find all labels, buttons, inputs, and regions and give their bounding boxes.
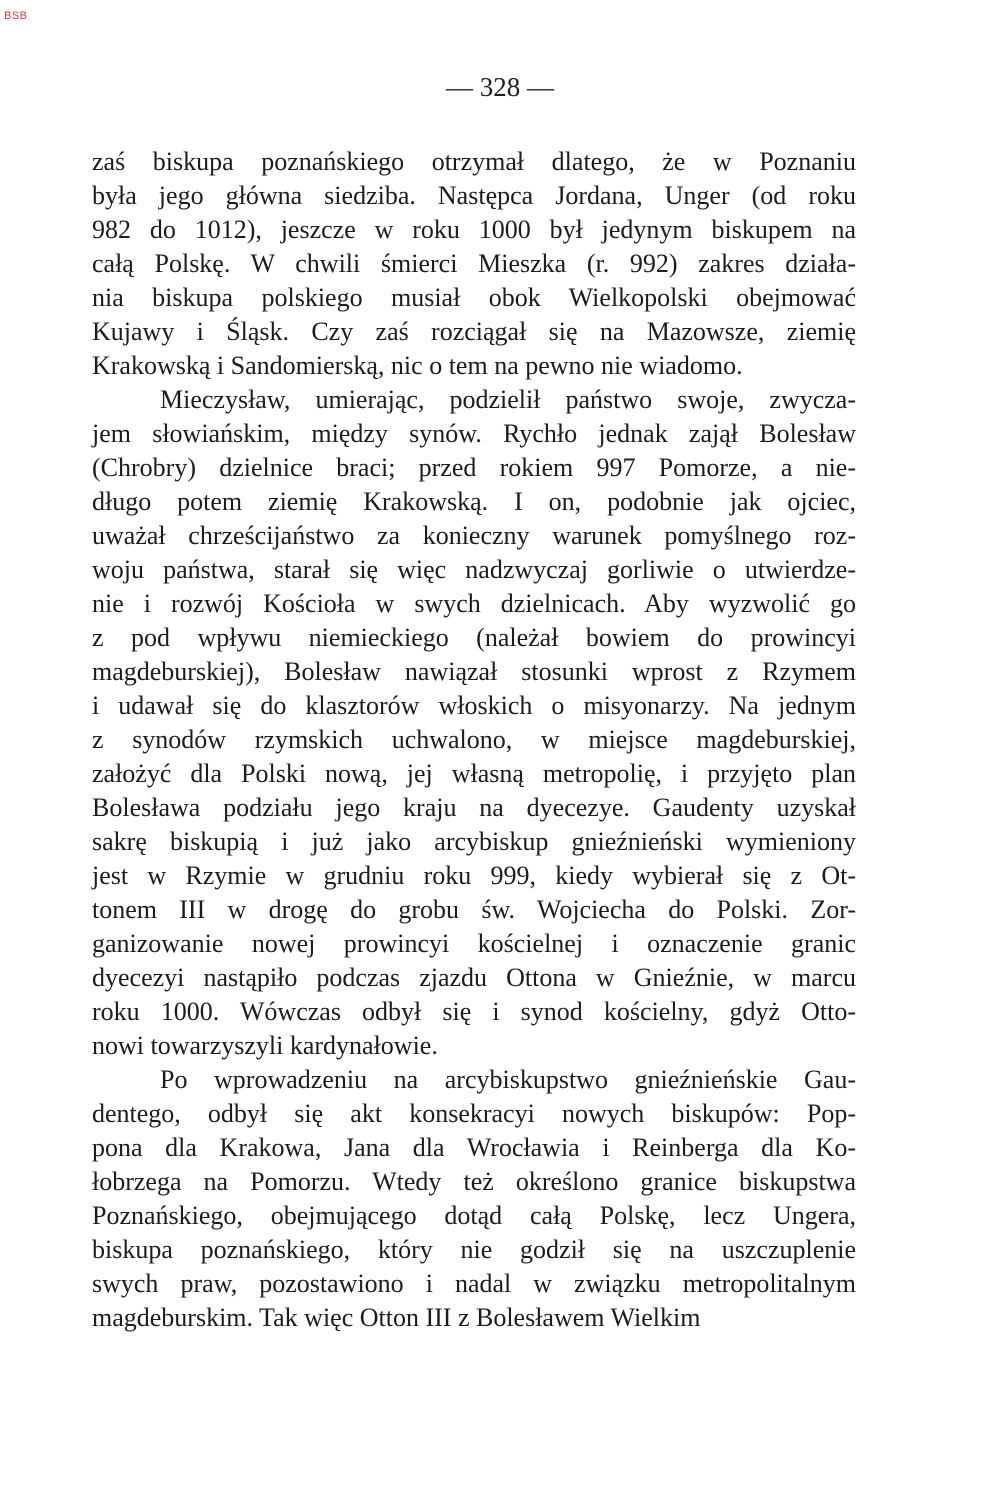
- text-line: nia biskupa polskiego musiał obok Wielkopolski obejmować: [92, 283, 856, 312]
- text-line: ganizowanie nowej prowincyi kościelnej i oznaczenie granic: [92, 929, 856, 958]
- text-line: woju państwa, starał się więc nadzwyczaj gorliwie o utwierdze-: [92, 555, 856, 584]
- text-line: swych praw, pozostawiono i nadal w związku metropolitalnym: [92, 1269, 856, 1298]
- text-line: magdeburskiej), Bolesław nawiązał stosunki wprost z Rzymem: [92, 657, 856, 686]
- text-line: nie i rozwój Kościoła w swych dzielnicach. Aby wyzwolić go: [92, 589, 856, 618]
- text-line: nowi towarzyszyli kardynałowie.: [92, 1031, 438, 1060]
- bsb-watermark: BSB: [4, 10, 28, 22]
- text-line: z pod wpływu niemieckiego (należał bowiem do prowincyi: [92, 623, 856, 652]
- text-line: była jego główna siedziba. Następca Jordana, Unger (od roku: [92, 181, 856, 210]
- text-line: długo potem ziemię Krakowską. I on, podobnie jak ojciec,: [92, 487, 856, 516]
- text-line: zaś biskupa poznańskiego otrzymał dlatego, że w Poznaniu: [92, 147, 856, 176]
- text-line: biskupa poznańskiego, który nie godził się na uszczuplenie: [92, 1235, 856, 1264]
- text-line: tonem III w drogę do grobu św. Wojciecha do Polski. Zor-: [92, 895, 856, 924]
- text-line: całą Polskę. W chwili śmierci Mieszka (r. 992) zakres działa-: [92, 249, 856, 278]
- text-line: dentego, odbył się akt konsekracyi nowych biskupów: Pop-: [92, 1099, 856, 1128]
- text-line: pona dla Krakowa, Jana dla Wrocławia i Reinberga dla Ko-: [92, 1133, 856, 1162]
- text-line: łobrzega na Pomorzu. Wtedy też określono granice biskupstwa: [92, 1167, 856, 1196]
- text-line: Bolesława podziału jego kraju na dyecezye. Gaudenty uzyskał: [92, 793, 856, 822]
- text-line: Krakowską i Sandomierską, nic o tem na pewno nie wiadomo.: [92, 351, 743, 380]
- page-number: — 328 —: [446, 72, 554, 102]
- text-line: jem słowiańskim, między synów. Rychło jednak zajął Bolesław: [92, 419, 856, 448]
- text-line: z synodów rzymskich uchwalono, w miejsce magdeburskiej,: [92, 725, 856, 754]
- text-line: dyecezyi nastąpiło podczas zjazdu Ottona w Gnieźnie, w marcu: [92, 963, 856, 992]
- text-line: roku 1000. Wówczas odbył się i synod kościelny, gdyż Otto-: [92, 997, 856, 1026]
- text-line: Po wprowadzeniu na arcybiskupstwo gnieźnieńskie Gau-: [160, 1065, 856, 1094]
- text-line: jest w Rzymie w grudniu roku 999, kiedy wybierał się z Ot-: [92, 861, 856, 890]
- text-line: 982 do 1012), jeszcze w roku 1000 był jedynym biskupem na: [92, 215, 856, 244]
- text-line: Poznańskiego, obejmującego dotąd całą Polskę, lecz Ungera,: [92, 1201, 856, 1230]
- text-line: Kujawy i Śląsk. Czy zaś rozciągał się na Mazowsze, ziemię: [92, 317, 856, 346]
- text-line: (Chrobry) dzielnice braci; przed rokiem 997 Pomorze, a nie-: [92, 453, 856, 482]
- text-line: założyć dla Polski nową, jej własną metropolię, i przyjęto plan: [92, 759, 856, 788]
- text-line: sakrę biskupią i już jako arcybiskup gnieźnieński wymieniony: [92, 827, 856, 856]
- text-line: magdeburskim. Tak więc Otton III z Bolesławem Wielkim: [92, 1303, 701, 1332]
- text-line: Mieczysław, umierając, podzielił państwo swoje, zwycza-: [160, 385, 856, 414]
- text-line: i udawał się do klasztorów włoskich o misyonarzy. Na jednym: [92, 691, 856, 720]
- text-line: uważał chrześcijaństwo za konieczny warunek pomyślnego roz-: [92, 521, 856, 550]
